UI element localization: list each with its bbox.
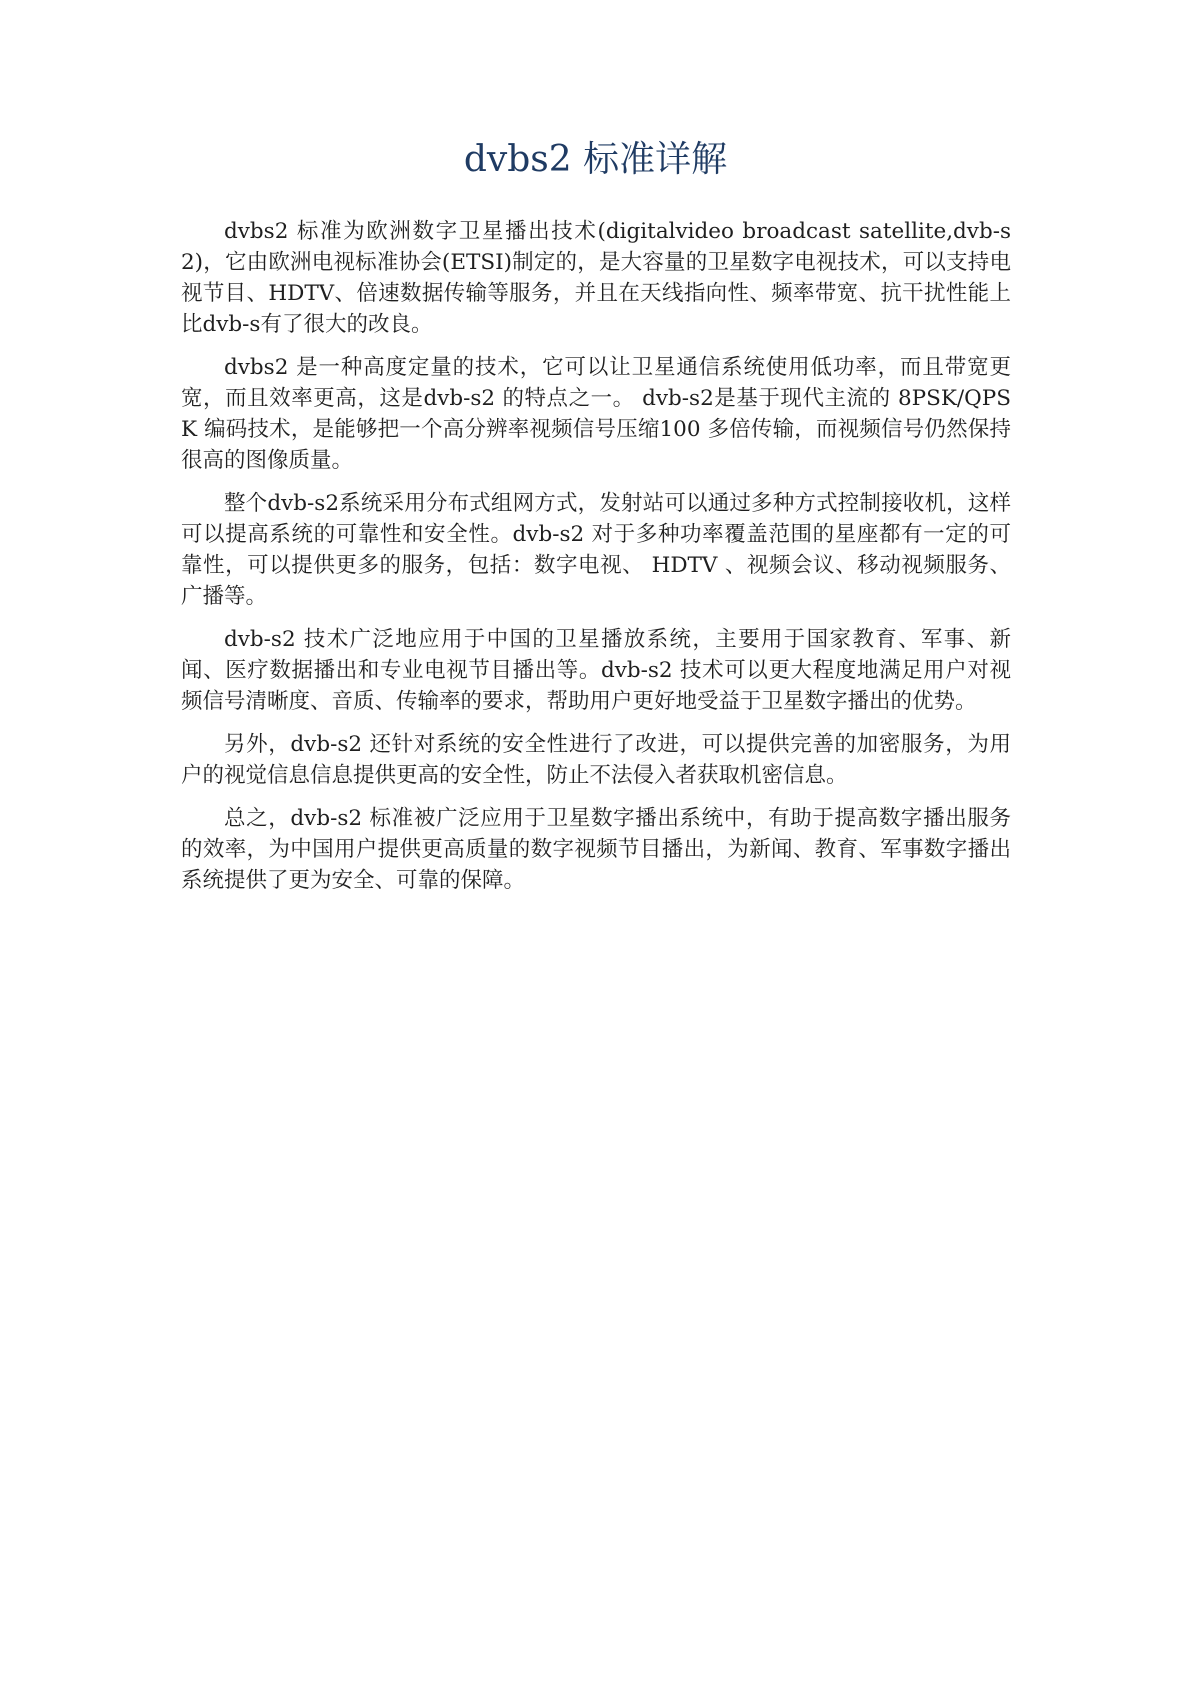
- paragraph-3: 整个dvb-s2系统采用分布式组网方式，发射站可以通过多种方式控制接收机，这样可以提高系统的可靠性和安全性。dvb-s2 对于多种功率覆盖范围的星座都有一定的可靠性，可以提供更多的服务，包括：数字电视、 HDTV 、视频会议、移动视频服务、广播等。: [181, 491, 1011, 609]
- paragraph-4: dvb-s2 技术广泛地应用于中国的卫星播放系统，主要用于国家教育、军事、新闻、医疗数据播出和专业电视节目播出等。dvb-s2 技术可以更大程度地满足用户对视频信号清晰度、音质、传输率的要求，帮助用户更好地受益于卫星数字播出的优势。: [181, 627, 1011, 714]
- document-title: dvbs2 标准详解: [463, 139, 728, 180]
- paragraph-1: dvbs2 标准为欧洲数字卫星播出技术(digitalvideo broadcast satellite,dvb-s2)，它由欧洲电视标准协会(ETSI)制定的，是大容量的卫星数字电视技术，可以支持电视节目、HDTV、倍速数据传输等服务，并且在天线指向性、频率带宽、抗干扰性能上比dvb-s有了很大的改良。: [181, 219, 1011, 337]
- document-body: [181, 216, 1011, 908]
- paragraph-6: 总之，dvb-s2 标准被广泛应用于卫星数字播出系统中，有助于提高数字播出服务的效率，为中国用户提供更高质量的数字视频节目播出，为新闻、教育、军事数字播出系统提供了更为安全、可靠的保障。: [181, 806, 1011, 893]
- paragraph-5: 另外，dvb-s2 还针对系统的安全性进行了改进，可以提供完善的加密服务，为用户的视觉信息信息提供更高的安全性，防止不法侵入者获取机密信息。: [181, 732, 1011, 788]
- paragraph-2: dvbs2 是一种高度定量的技术，它可以让卫星通信系统使用低功率，而且带宽更宽，而且效率更高，这是dvb-s2 的特点之一。 dvb-s2是基于现代主流的 8PSK/QPSK 编码技术，是能够把一个高分辨率视频信号压缩100 多倍传输，而视频信号仍然保持很高的图像质量。: [181, 355, 1011, 473]
